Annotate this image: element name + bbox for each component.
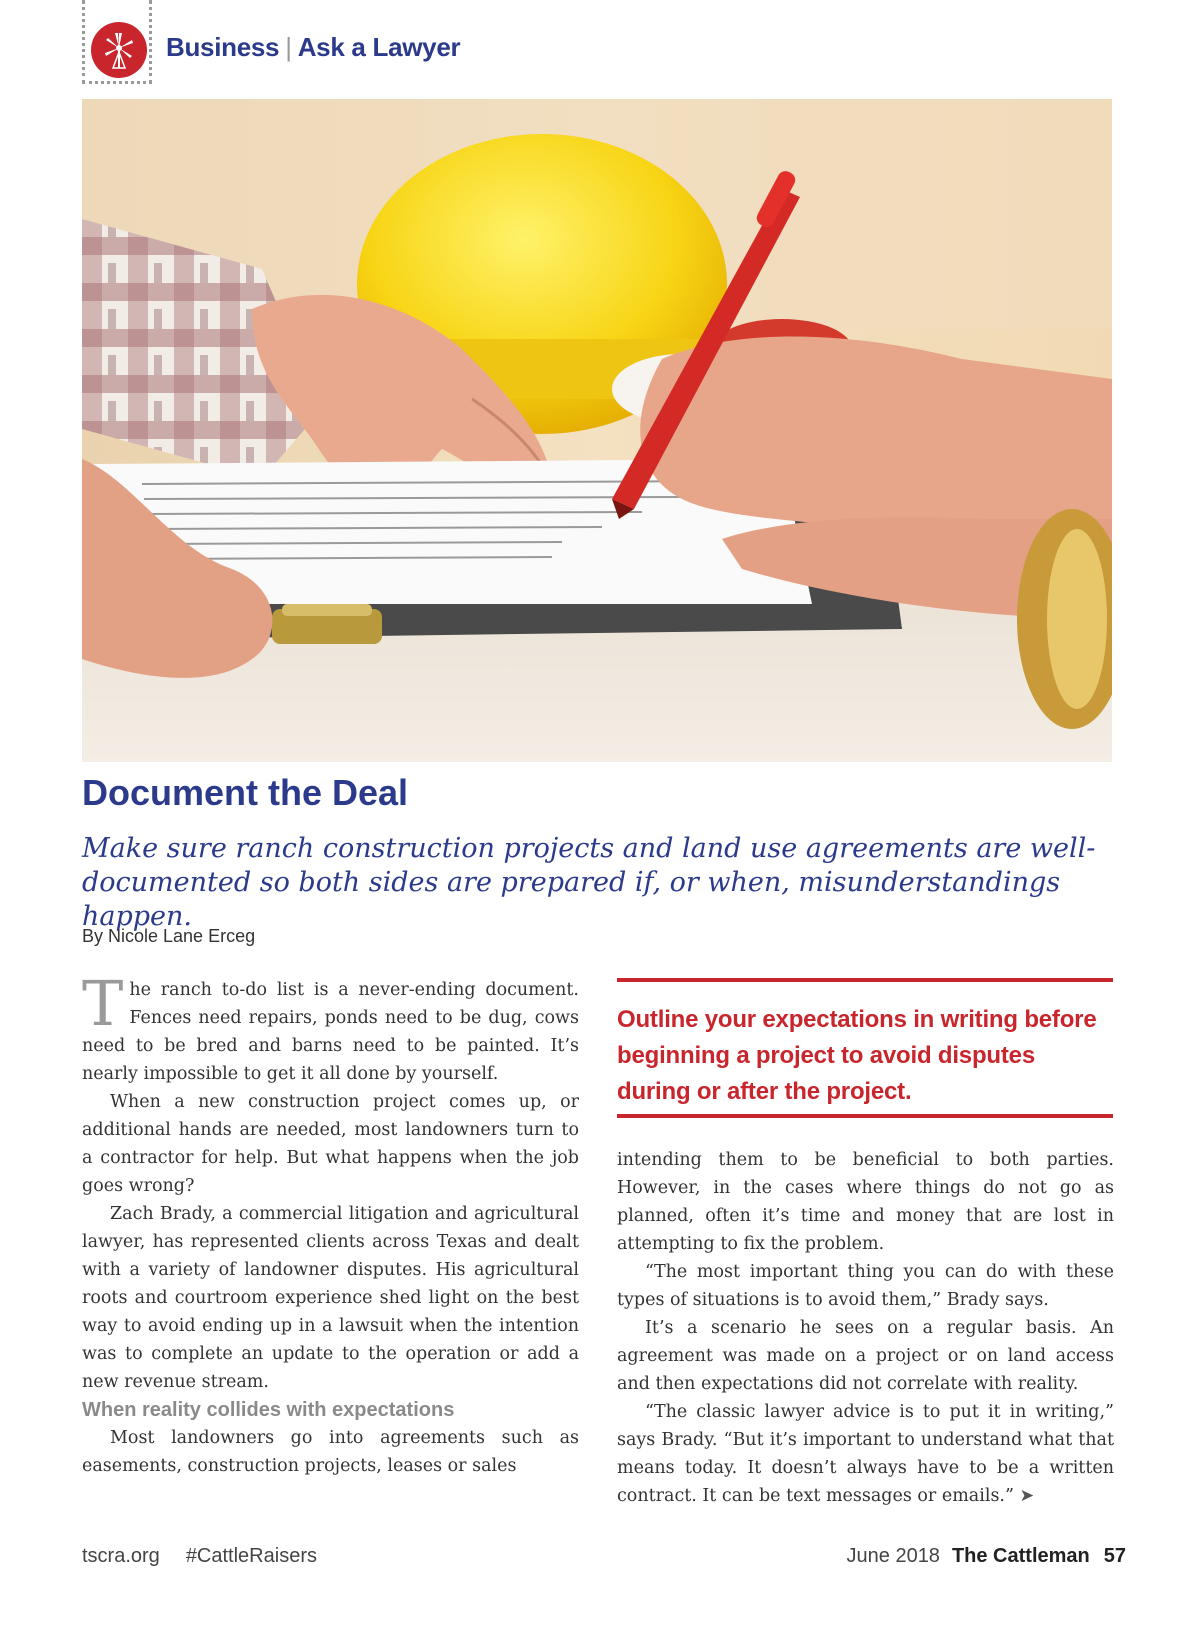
body-paragraph: It’s a scenario he sees on a regular basis. An agreement was made on a project or on land access and then expectations did not correlate with reality. bbox=[617, 1318, 1114, 1394]
body-paragraph: intending them to be beneficial to both parties. However, in the cases where things do not go as planned, often it’s time and money that are lost in attempting to fix the problem. bbox=[617, 1150, 1114, 1254]
footer-issue-date: June 2018 bbox=[846, 1545, 940, 1567]
body-column-left bbox=[82, 967, 579, 1480]
paragraph-text: he ranch to-do list is a never-ending document. Fences need repairs, ponds need to be dug, cows need to be bred and barns need to be painted. It’s nearly impossible to get it all done by yourself. bbox=[82, 980, 579, 1084]
footer-website: tscra.org bbox=[82, 1545, 160, 1567]
body-paragraph: When a new construction project comes up, or additional hands are needed, most landowners turn to a contractor for help. But what happens when the job goes wrong? bbox=[82, 1092, 579, 1196]
body-paragraph: Zach Brady, a commercial litigation and agricultural lawyer, has represented clients across Texas and dealt with a variety of landowner disputes. His agricultural roots and courtroom experience shed light on the best way to avoid ending up in a lawsuit when the intention was to complete an update to the operation or add a new revenue stream. bbox=[82, 1204, 579, 1392]
continue-arrow-icon: ➤ bbox=[1019, 1486, 1035, 1506]
subsection-label: Ask a Lawyer bbox=[297, 32, 461, 62]
section-divider: | bbox=[285, 32, 292, 62]
body-paragraph bbox=[82, 967, 579, 1088]
section-subhead: When reality collides with expectations bbox=[82, 1399, 455, 1421]
hero-image bbox=[82, 99, 1112, 762]
section-label: Business bbox=[166, 32, 280, 62]
footer-hashtag: #CattleRaisers bbox=[185, 1545, 317, 1567]
logo-frame bbox=[82, 0, 152, 84]
body-paragraph: “The most important thing you can do with these types of situations is to avoid them,” Brady says. bbox=[617, 1262, 1114, 1310]
byline: By Nicole Lane Erceg bbox=[82, 926, 256, 946]
body-paragraph bbox=[617, 1398, 1114, 1510]
section-title bbox=[166, 32, 460, 63]
windmill-logo-icon bbox=[91, 22, 147, 78]
drop-cap: T bbox=[82, 967, 124, 1040]
contract-signing-photo-icon bbox=[82, 99, 1112, 762]
body-paragraph: Most landowners go into agreements such as easements, construction projects, leases or sales bbox=[82, 1428, 579, 1476]
section-header bbox=[82, 0, 682, 88]
footer-magazine-name: The Cattleman bbox=[951, 1545, 1090, 1567]
pull-quote-text: Outline your expectations in writing before beginning a project to avoid disputes during or after the project. bbox=[617, 1006, 1097, 1105]
article-dek: Make sure ranch construction projects and land use agreements are well-documented so both sides are prepared if, or when, misunderstandings happen. bbox=[82, 833, 1096, 932]
pull-quote bbox=[617, 978, 1113, 1118]
article-headline: Document the Deal bbox=[82, 772, 409, 813]
paragraph-text: “The classic lawyer advice is to put it in writing,” says Brady. “But it’s important to understand what that means today. It doesn’t always have to be a written contract. It can be text messages or emails.” bbox=[617, 1402, 1114, 1506]
body-column-right bbox=[617, 1146, 1114, 1510]
page-number: 57 bbox=[1103, 1545, 1126, 1567]
footer-left bbox=[82, 1545, 317, 1568]
footer-right bbox=[847, 1545, 1126, 1568]
